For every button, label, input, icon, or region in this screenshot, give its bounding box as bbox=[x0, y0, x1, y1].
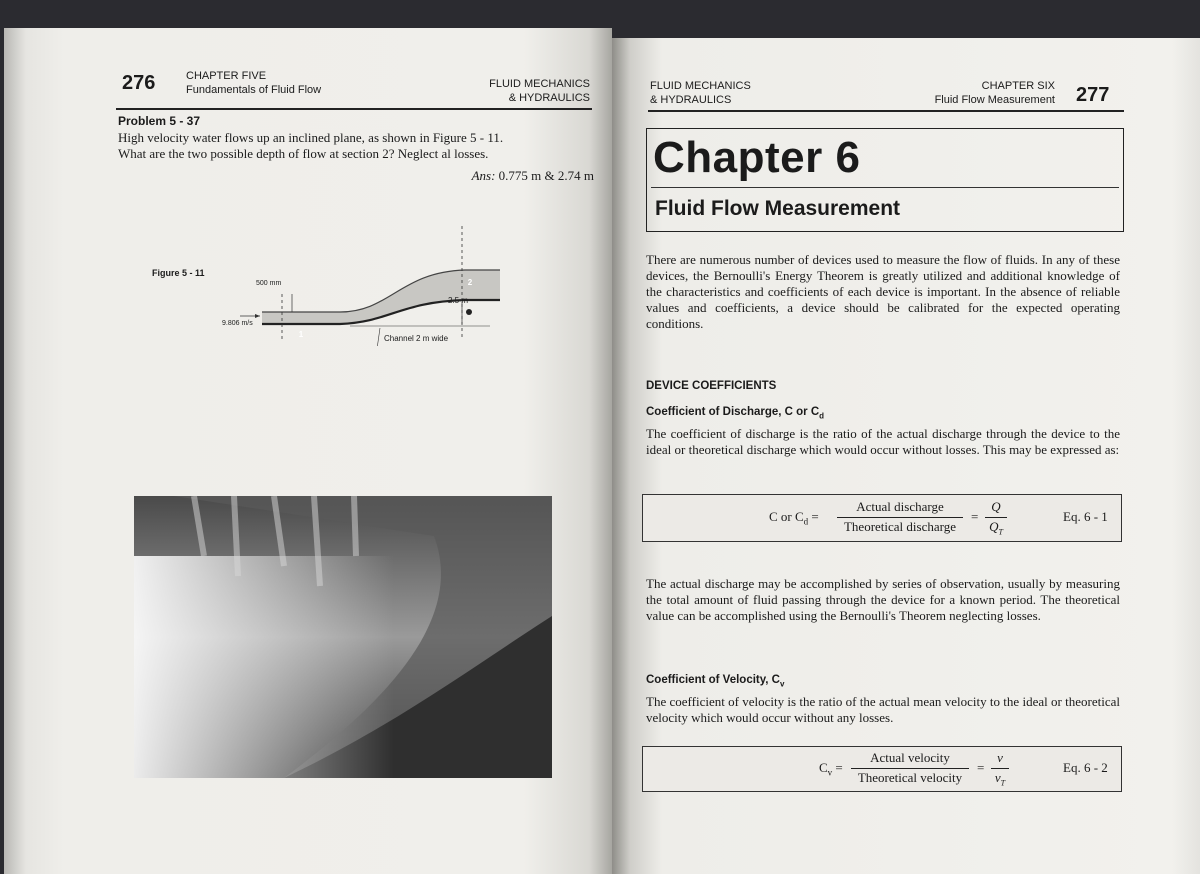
eq1-label: Eq. 6 - 1 bbox=[1063, 509, 1108, 524]
intro-paragraph: There are numerous number of devices used to measure the flow of fluids. In any of these devices, the Bernoulli's Energy Theorem is greatly utilized and additional knowledge of the characteristics and coefficients of each device is important. In the absence of reliable values and coefficients, a device should be calibrated for the expected operating conditions. bbox=[646, 252, 1120, 331]
waterfall-photo bbox=[134, 496, 552, 778]
discharge-paragraph: The coefficient of discharge is the ratio of the actual discharge through the device to the ideal or theoretical discharge which would occur without losses. This may be expressed as: bbox=[646, 426, 1120, 457]
actual-discharge-paragraph: The actual discharge may be accomplished by series of observation, usually by measuring the total amount of fluid passing through the device for a known period. The theoretical value can be accomplished using the Bernoulli's Theorem neglecting losses. bbox=[646, 576, 1120, 623]
answer bbox=[424, 168, 594, 184]
problem-text-line1: High velocity water flows up an inclined plane, as shown in Figure 5 - 11. bbox=[118, 130, 504, 145]
eq2-lhs: $C_v$ = bbox=[819, 760, 843, 778]
chapter-subheading: Fluid Flow Measurement bbox=[655, 197, 901, 220]
velocity-paragraph: The coefficient of velocity is the ratio of the actual mean velocity to the ideal or theoretical velocity which would occur without any losses. bbox=[646, 694, 1120, 725]
sub1-heading-subscript: d bbox=[819, 411, 825, 421]
eq2-label: Eq. 6 - 2 bbox=[1063, 760, 1108, 775]
chapter-label: CHAPTER FIVE bbox=[186, 70, 267, 82]
book-title-line1: FLUID MECHANICS bbox=[650, 80, 751, 92]
eq2-fraction-line bbox=[851, 768, 969, 769]
chapter-title: Fundamentals of Fluid Flow bbox=[186, 84, 322, 96]
book-title-line2: & HYDRAULICS bbox=[650, 94, 732, 106]
page-number: 277 bbox=[1076, 84, 1110, 106]
eq1-rhs-line bbox=[985, 517, 1007, 518]
eq1-equals: = bbox=[971, 509, 979, 524]
eq2-rhs-numerator: v bbox=[997, 750, 1003, 765]
depth-label: 500 mm bbox=[256, 280, 282, 287]
equation-6-1-box bbox=[642, 494, 1122, 542]
page-number: 276 bbox=[122, 72, 156, 94]
equation-6-2-box bbox=[642, 746, 1122, 792]
eq2-equals: = bbox=[977, 760, 985, 775]
eq1-lhs: C or $C_d$ = bbox=[769, 509, 819, 527]
title-divider bbox=[651, 187, 1119, 188]
eq1-rhs-denominator bbox=[981, 519, 1011, 537]
eq1-lhs-text: C or C bbox=[769, 509, 804, 524]
channel-label: Channel 2 m wide bbox=[384, 334, 449, 343]
answer-value: 0.775 m & 2.74 m bbox=[498, 168, 594, 183]
eq2-rhs-den-sub: T bbox=[1000, 778, 1006, 788]
eq2-lhs-subscript: v bbox=[827, 767, 833, 778]
coefficient-velocity-heading bbox=[646, 674, 784, 688]
eq1-denominator: Theoretical discharge bbox=[843, 519, 956, 534]
header-rule bbox=[648, 110, 1124, 112]
eq1-rhs-numerator: Q bbox=[991, 499, 1001, 514]
eq2-rhs-den-text: v bbox=[994, 770, 1001, 785]
section-heading: DEVICE COEFFICIENTS bbox=[646, 380, 777, 392]
problem-title: Problem 5 - 37 bbox=[118, 114, 201, 128]
eq2-numerator: Actual velocity bbox=[870, 750, 950, 765]
eq2-rhs-denominator bbox=[987, 770, 1013, 788]
section-2-marker: 2 bbox=[467, 278, 473, 287]
chapter-title: Fluid Flow Measurement bbox=[934, 94, 1055, 106]
chapter-label: CHAPTER SIX bbox=[981, 80, 1055, 92]
sub2-heading-subscript: v bbox=[779, 679, 785, 689]
left-page bbox=[4, 28, 612, 874]
chapter-heading: Chapter 6 bbox=[653, 133, 861, 182]
eq2-lhs-text: C bbox=[819, 760, 828, 775]
waterfall-illustration bbox=[134, 496, 552, 778]
eq2-rhs-line bbox=[991, 768, 1009, 769]
right-page bbox=[612, 38, 1200, 874]
height-label: 2.5 m bbox=[448, 296, 469, 305]
chapter-title-box bbox=[646, 128, 1124, 232]
book-title-line1: FLUID MECHANICS bbox=[489, 78, 590, 90]
book-title-line2: & HYDRAULICS bbox=[508, 92, 590, 104]
figure-caption: Figure 5 - 11 bbox=[152, 268, 205, 278]
eq1-rhs-den-sub: T bbox=[998, 527, 1003, 537]
eq1-numerator: Actual discharge bbox=[856, 499, 944, 514]
sub1-heading-text: Coefficient of Discharge, C or C bbox=[646, 406, 820, 418]
problem-text-line2: What are the two possible depth of flow at section 2? Neglect al losses. bbox=[118, 146, 489, 161]
answer-label: Ans: bbox=[471, 168, 496, 183]
section-1-marker: 1 bbox=[298, 330, 304, 339]
header-rule bbox=[116, 108, 592, 110]
eq2-denominator: Theoretical velocity bbox=[857, 770, 963, 785]
sub2-heading-text: Coefficient of Velocity, C bbox=[646, 674, 780, 686]
velocity-label: 9.806 m/s bbox=[222, 320, 253, 327]
coefficient-discharge-heading bbox=[646, 406, 824, 420]
eq1-fraction-line bbox=[837, 517, 963, 518]
eq1-rhs-den-text: Q bbox=[989, 519, 999, 534]
eq1-lhs-subscript: d bbox=[803, 516, 809, 527]
